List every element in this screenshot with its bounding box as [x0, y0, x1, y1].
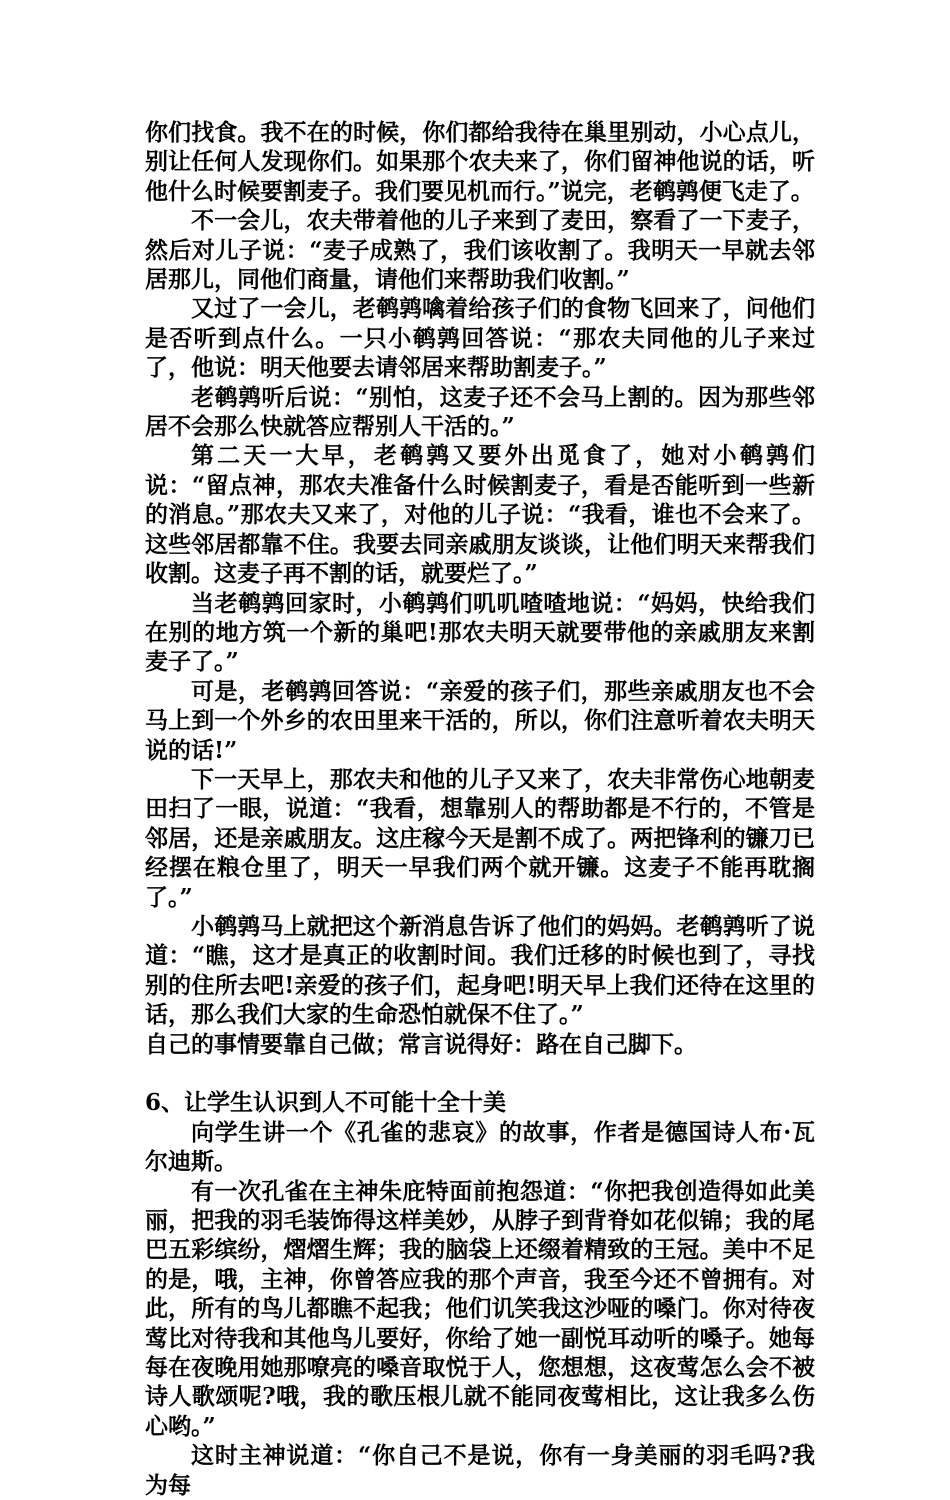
paragraph: 小鹌鹑马上就把这个新消息告诉了他们的妈妈。老鹌鹑听了说道：“瞧，这才是真正的收割时间。我们迁移的时候也到了，寻找别的住所去吧!亲爱的孩子们，起身吧!明天早上我们还待在这里的话，那么我们大家的生命恐怕就保不住了。”	[145, 912, 815, 1029]
paragraph: 又过了一会儿，老鹌鹑噙着给孩子们的食物飞回来了，问他们是否听到点什么。一只小鹌鹑回答说：“那农夫同他的儿子来过了，他说：明天他要去请邻居来帮助割麦子。”	[145, 295, 815, 382]
paragraph: 老鹌鹑听后说：“别怕，这麦子还不会马上割的。因为那些邻居不会那么快就答应帮别人干活的。”	[145, 383, 815, 441]
paragraph: 这时主神说道：“你自己不是说，你有一身美丽的羽毛吗?我为每	[145, 1442, 815, 1499]
paragraph-summary: 自己的事情要靠自己做；常言说得好：路在自己脚下。	[145, 1030, 697, 1058]
document-page	[145, 118, 815, 1500]
blank-line	[145, 1059, 815, 1088]
paragraph: 向学生讲一个《孔雀的悲哀》的故事，作者是德国诗人布·瓦尔迪斯。	[145, 1118, 815, 1176]
paragraph: 下一天早上，那农夫和他的儿子又来了，农夫非常伤心地朝麦田扫了一眼，说道：“我看，想靠别人的帮助都是不行的，不管是邻居，还是亲戚朋友。这庄稼今天是割不成了。两把锋利的镰刀已经摆在粮仓里了，明天一早我们两个就开镰。这麦子不能再耽搁了。”	[145, 765, 815, 911]
paragraph: 有一次孔雀在主神朱庇特面前抱怨道：“你把我创造得如此美丽，把我的羽毛装饰得这样美妙，从脖子到背脊如花似锦；我的尾巴五彩缤纷，熠熠生辉；我的脑袋上还缀着精致的王冠。美中不足的是，哦，主神，你曾答应我的那个声音，我至今还不曾拥有。对此，所有的鸟儿都瞧不起我；他们讥笑我这沙哑的嗓门。你对待夜莺比对待我和其他鸟儿要好，你给了她一副悦耳动听的嗓子。她每每在夜晚用她那嘹亮的嗓音取悦于人，您想想，这夜莺怎么会不被诗人歌颂呢?哦，我的歌压根儿就不能同夜莺相比，这让我多么伤心哟。”	[145, 1177, 815, 1440]
paragraph: 不一会儿，农夫带着他的儿子来到了麦田，察看了一下麦子，然后对儿子说：“麦子成熟了，我们该收割了。我明天一早就去邻居那儿，同他们商量，请他们来帮助我们收割。”	[145, 207, 815, 294]
paragraph: 可是，老鹌鹑回答说：“亲爱的孩子们，那些亲戚朋友也不会马上到一个外乡的农田里来干活的，所以，你们注意听着农夫明天说的话!”	[145, 677, 815, 764]
paragraph: 第二天一大早，老鹌鹑又要外出觅食了，她对小鹌鹑们说：“留点神，那农夫准备什么时候割麦子，看是否能听到一些新的消息。”那农夫又来了，对他的儿子说：“我看，谁也不会来了。这些邻居都靠不住。我要去同亲戚朋友谈谈，让他们明天来帮我们收割。这麦子再不割的话，就要烂了。”	[145, 442, 815, 588]
paragraph-continuation: 你们找食。我不在的时候，你们都给我待在巢里别动，小心点儿，别让任何人发现你们。如果那个农夫来了，你们留神他说的话，听他什么时候要割麦子。我们要见机而行。”说完，老鹌鹑便飞走了。	[145, 119, 815, 205]
paragraph: 当老鹌鹑回家时，小鹌鹑们叽叽喳喳地说：“妈妈，快给我们在别的地方筑一个新的巢吧!那农夫明天就要带他的亲戚朋友来割麦子了。”	[145, 589, 815, 676]
section-heading: 6、让学生认识到人不可能十全十美	[145, 1089, 507, 1117]
